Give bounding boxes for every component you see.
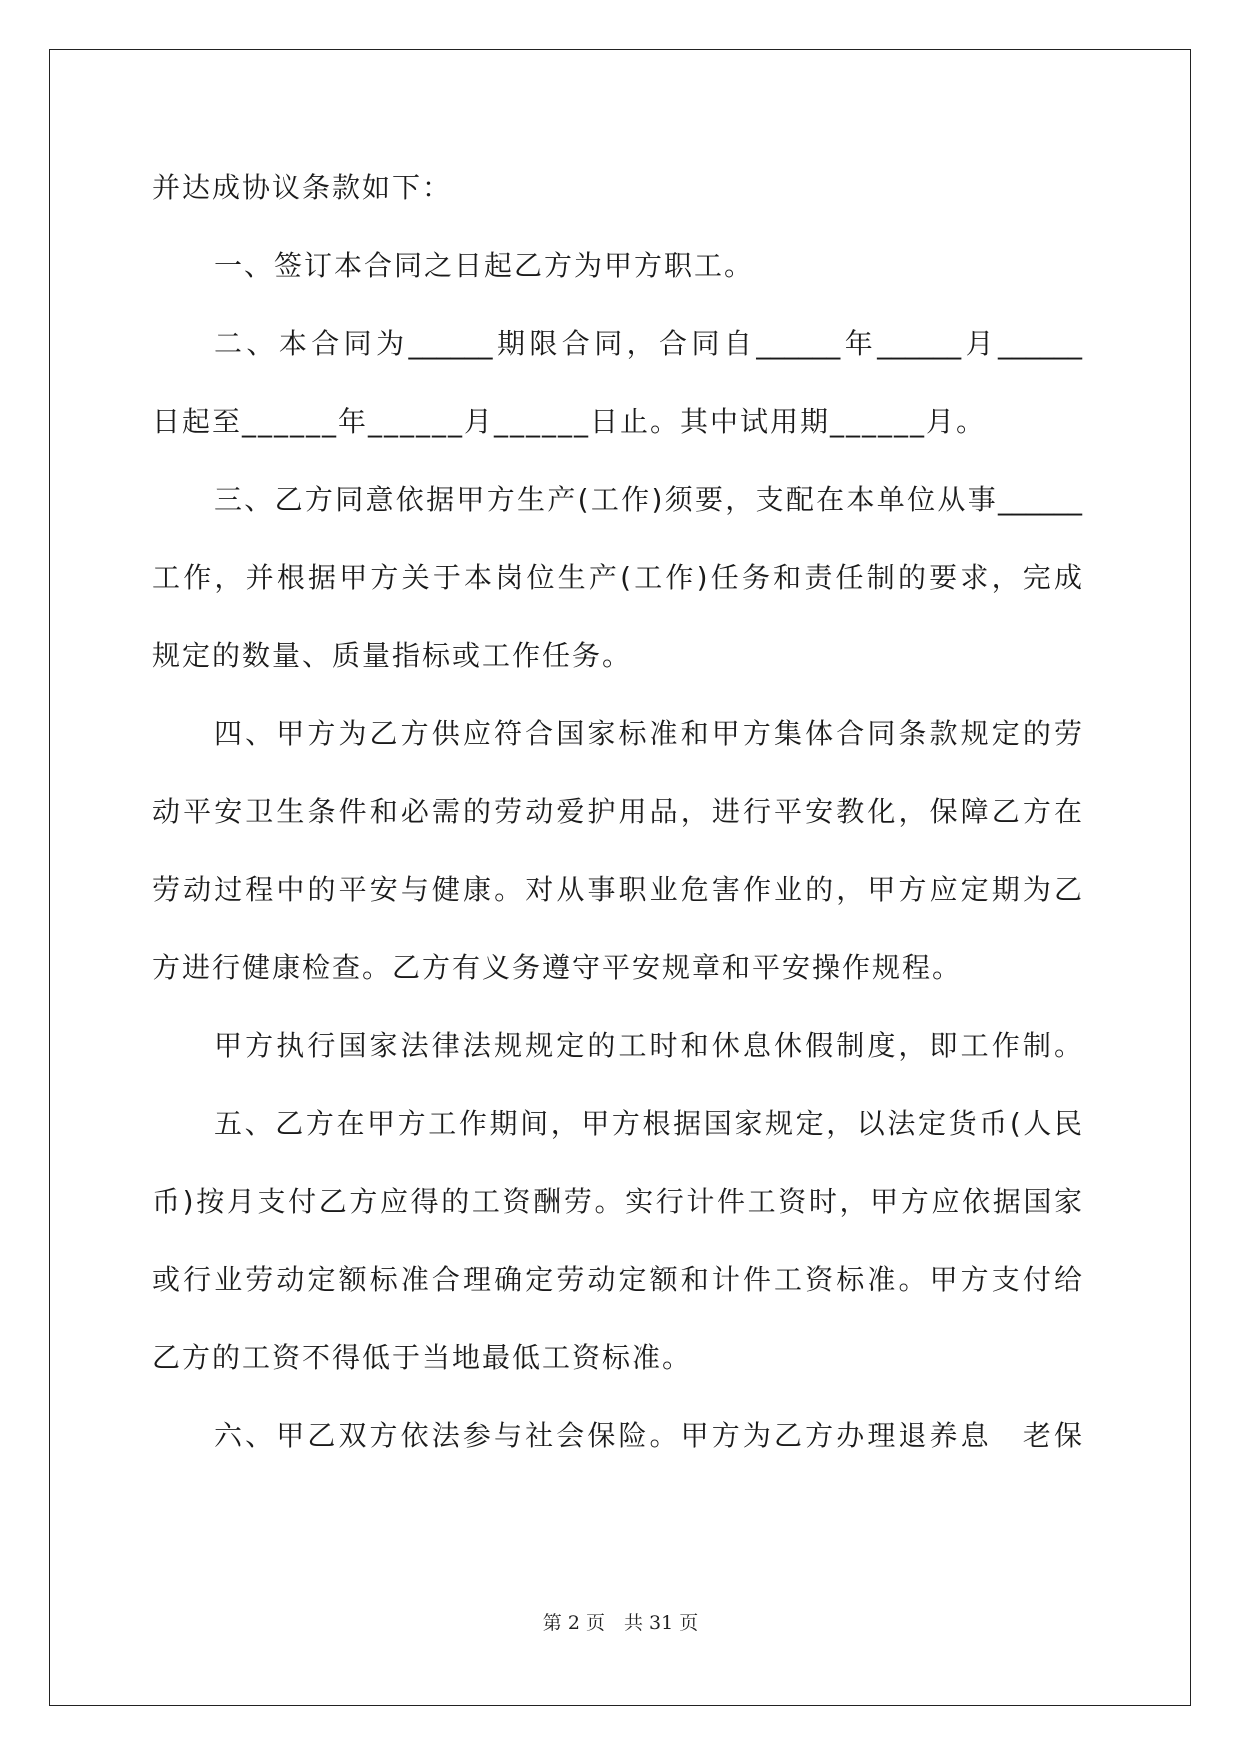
paragraph-line: 动平安卫生条件和必需的劳动爱护用品，进行平安教化，保障乙方在 [152,795,1082,828]
paragraph-line: 日起至______年______月______日止。其中试用期______月。 [152,405,987,438]
paragraph-line: 六、甲乙双方依法参与社会保险。甲方为乙方办理退养息 老保 [214,1419,1082,1452]
paragraph-line: 工作，并根据甲方关于本岗位生产(工作)任务和责任制的要求，完成 [152,561,1082,594]
paragraph-line: 甲方执行国家法律法规规定的工时和休息休假制度，即工作制。 [214,1029,1082,1062]
paragraph-line: 方进行健康检查。乙方有义务遵守平安规章和平安操作规程。 [152,951,963,984]
paragraph-line: 币)按月支付乙方应得的工资酬劳。实行计件工资时，甲方应依据国家 [152,1185,1082,1218]
page-number: 第 2 页 共 31 页 [542,1612,699,1634]
paragraph-line: 一、签订本合同之日起乙方为甲方职工。 [214,249,755,282]
paragraph-line: 或行业劳动定额标准合理确定劳动定额和计件工资标准。甲方支付给 [152,1263,1082,1296]
paragraph-line: 四、甲方为乙方供应符合国家标准和甲方集体合同条款规定的劳 [214,717,1082,750]
paragraph-line: 规定的数量、质量指标或工作任务。 [152,639,633,672]
paragraph-line: 二、本合同为______期限合同，合同自______年______月______ [214,327,1082,360]
paragraph-line: 劳动过程中的平安与健康。对从事职业危害作业的，甲方应定期为乙 [152,873,1082,906]
paragraph-line: 五、乙方在甲方工作期间，甲方根据国家规定，以法定货币(人民 [214,1107,1082,1140]
paragraph-line: 三、乙方同意依据甲方生产(工作)须要，支配在本单位从事______ [214,483,1082,516]
paragraph-line: 并达成协议条款如下： [152,171,453,204]
paragraph-line: 乙方的工资不得低于当地最低工资标准。 [152,1341,693,1374]
